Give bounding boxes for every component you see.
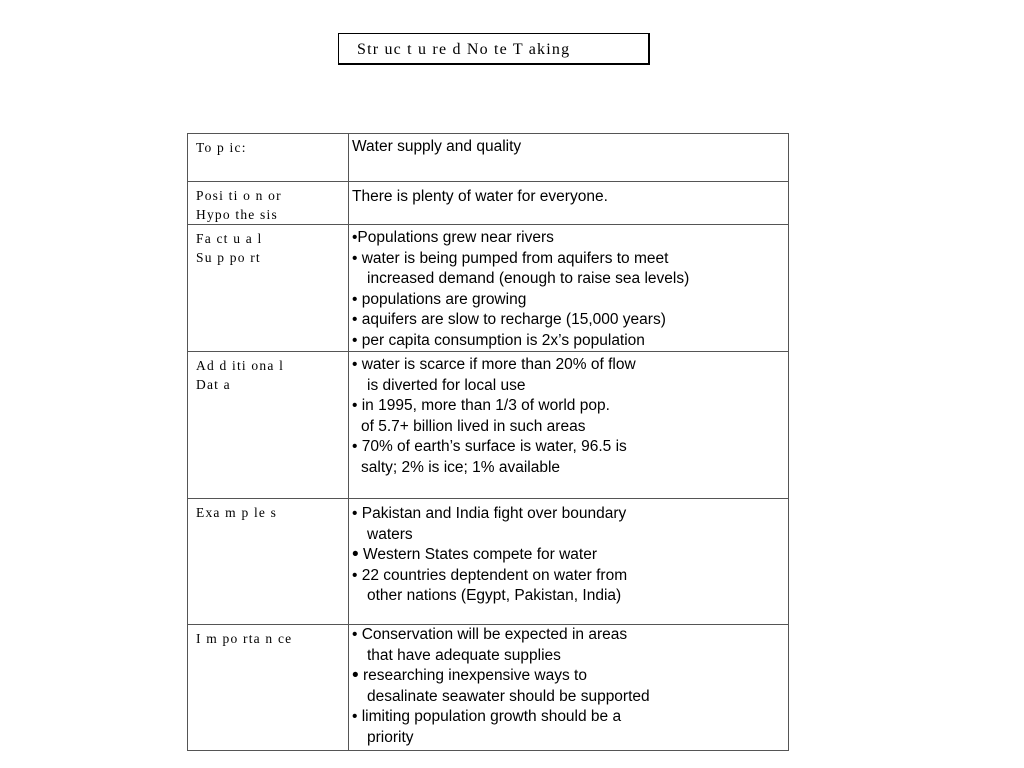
content-text: researching inexpensive ways to [362, 667, 587, 684]
content-line: • 22 countries deptendent on water from [352, 566, 628, 584]
row-label [188, 225, 349, 352]
row-content [349, 225, 789, 352]
content-line [352, 666, 788, 687]
content-line: •Populations grew near rivers [352, 229, 554, 246]
row-content [349, 134, 789, 182]
label-line: Ad d iti ona l [196, 358, 285, 373]
label-line: Su p po rt [196, 250, 261, 265]
content-line: Water supply and quality [352, 138, 522, 155]
row-label [188, 499, 349, 625]
content-line: There is plenty of water for everyone. [352, 188, 608, 205]
label-line: Hypo the sis [196, 207, 278, 222]
page-title: Str uc t u re d No te T aking [357, 41, 571, 58]
content-line: other nations (Egypt, Pakistan, India) [367, 587, 622, 604]
table-row-factual-support [188, 225, 789, 352]
content-line: is diverted for local use [367, 376, 526, 394]
content-line: • Conservation will be expected in areas [352, 626, 628, 643]
content-line: that have adequate supplies [367, 646, 561, 664]
label-line: Dat a [196, 377, 231, 392]
label-line: I m po rta n ce [196, 631, 293, 646]
label-line: Exa m p le s [196, 505, 278, 520]
content-line: • per capita consumption is 2x’s population [352, 331, 645, 349]
note-table [187, 133, 789, 751]
content-line [352, 545, 788, 566]
content-line: • water is scarce if more than 20% of flow [352, 356, 636, 373]
content-line: increased demand (enough to raise sea levels) [367, 270, 690, 287]
row-label [188, 182, 349, 225]
label-line: Posi ti o n or [196, 188, 282, 203]
content-line: • aquifers are slow to recharge (15,000 years) [352, 311, 666, 328]
content-line: • limiting population growth should be a [352, 708, 622, 725]
table-row-examples [188, 499, 789, 625]
content-line: desalinate seawater should be supported [367, 687, 650, 705]
label-line: Fa ct u a l [196, 231, 263, 246]
table-row-additional-data [188, 352, 789, 499]
content-line: • water is being pumped from aquifers to meet [352, 249, 669, 267]
content-text: Western States compete for water [362, 546, 598, 563]
bullet-glyph: • [352, 665, 359, 686]
title-box [338, 33, 650, 65]
content-line: • in 1995, more than 1/3 of world pop. [352, 397, 610, 414]
table-row-importance [188, 625, 789, 751]
row-content [349, 625, 789, 751]
content-line: waters [367, 525, 413, 543]
label-line: To p ic: [196, 140, 247, 155]
table-row-position [188, 182, 789, 225]
row-content [349, 352, 789, 499]
content-line: • Pakistan and India fight over boundary [352, 505, 627, 522]
content-line: • 70% of earth’s surface is water, 96.5 is [352, 438, 627, 455]
content-line: priority [367, 728, 414, 746]
row-content [349, 182, 789, 225]
row-content [349, 499, 789, 625]
content-line: of 5.7+ billion lived in such areas [361, 417, 586, 435]
bullet-glyph: • [352, 544, 359, 565]
row-label [188, 352, 349, 499]
content-line: salty; 2% is ice; 1% available [361, 458, 561, 476]
row-label [188, 625, 349, 751]
row-label [188, 134, 349, 182]
content-line: • populations are growing [352, 290, 527, 308]
table-row-topic [188, 134, 789, 182]
